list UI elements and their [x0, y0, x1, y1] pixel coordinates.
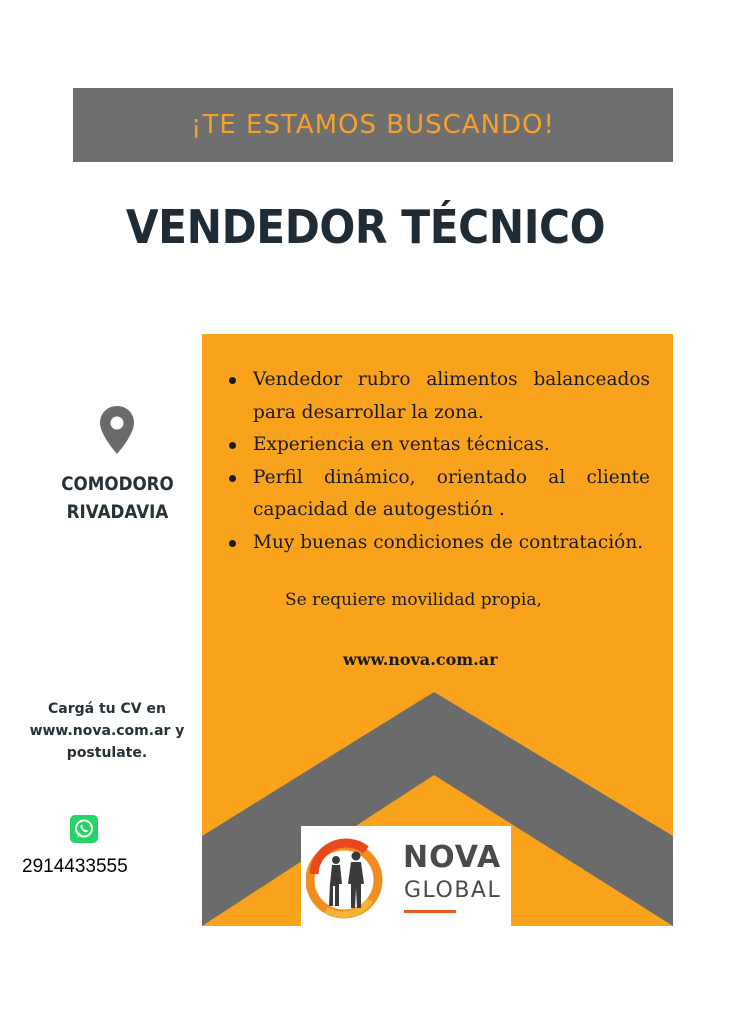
nova-global-logo-icon	[306, 834, 398, 920]
logo-text-global: GLOBAL	[404, 878, 502, 903]
logo-underline	[404, 910, 456, 913]
cta-line-2: www.nova.com.ar y	[29, 723, 185, 739]
requirement-item: Perfil dinámico, orientado al cliente capacidad de autogestión .	[225, 462, 650, 527]
logo-text-nova: NOVA	[403, 840, 502, 875]
website-link[interactable]: www.nova.com.ar	[343, 650, 498, 669]
requirement-item: Muy buenas condiciones de contratación.	[225, 527, 650, 560]
city-line-1: COMODORO	[61, 473, 174, 495]
city-line-2: RIVADAVIA	[66, 501, 169, 523]
requirements-list	[225, 364, 650, 559]
requirement-item: Vendedor rubro alimentos balanceados para desarrollar la zona.	[225, 364, 650, 429]
job-title: VENDEDOR TÉCNICO	[125, 200, 606, 254]
cta-line-3: postulate.	[66, 745, 148, 761]
phone-number[interactable]: 2914433555	[22, 856, 128, 877]
requirement-item: Experiencia en ventas técnicas.	[225, 429, 650, 462]
cta-line-1: Cargá tu CV en	[48, 701, 166, 717]
banner-text: ¡TE ESTAMOS BUSCANDO!	[191, 110, 555, 140]
mobility-note: Se requiere movilidad propia,	[285, 590, 542, 610]
